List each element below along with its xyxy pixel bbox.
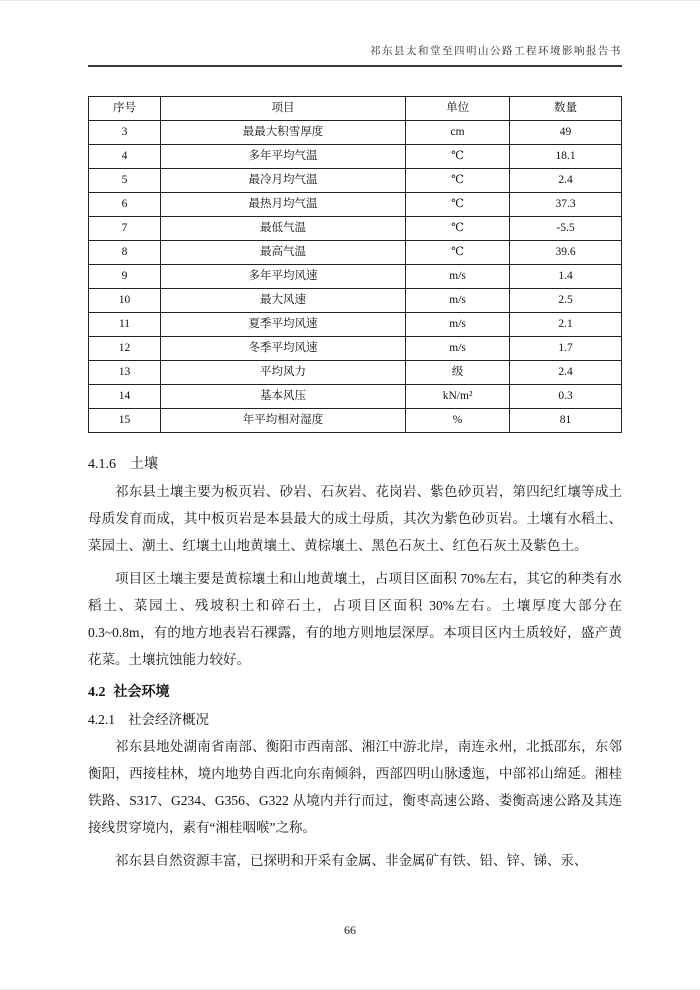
table-cell: kN/m² xyxy=(406,385,510,409)
table-cell: 9 xyxy=(89,265,161,289)
table-cell: cm xyxy=(406,121,510,145)
table-cell: ℃ xyxy=(406,217,510,241)
section-heading-42 xyxy=(88,681,622,701)
table-cell: m/s xyxy=(406,289,510,313)
table-row xyxy=(89,121,622,145)
table-cell: m/s xyxy=(406,337,510,361)
table-cell: m/s xyxy=(406,313,510,337)
table-cell: 最高气温 xyxy=(160,241,405,265)
table-row xyxy=(89,289,622,313)
table-cell: 2.1 xyxy=(510,313,622,337)
table-cell: 最最大积雪厚度 xyxy=(160,121,405,145)
table-cell: m/s xyxy=(406,265,510,289)
table-cell: 级 xyxy=(406,361,510,385)
table-cell: 年平均相对湿度 xyxy=(160,409,405,433)
column-header-qty: 数量 xyxy=(510,97,622,121)
paragraph-soil-2: 项目区土壤主要是黄棕壤土和山地黄壤土，占项目区面积 70%左右，其它的种类有水稻土、菜园土、残坡积土和碎石土，占项目区面积 30%左右。土壤厚度大部分在 0.3~0.8m，有的地方地表岩石裸露，有的地方则地层深厚。本项目区内土质较好，盛产黄花菜。土壤抗蚀能力较好。 xyxy=(88,571,622,667)
table-cell: 5 xyxy=(89,169,161,193)
table-row xyxy=(89,169,622,193)
table-row xyxy=(89,361,622,385)
table-cell: 2.4 xyxy=(510,361,622,385)
table-cell: 13 xyxy=(89,361,161,385)
table-cell: 81 xyxy=(510,409,622,433)
column-header-item: 项目 xyxy=(160,97,405,121)
table-cell: 4 xyxy=(89,145,161,169)
table-cell: 0.3 xyxy=(510,385,622,409)
table-cell: 7 xyxy=(89,217,161,241)
table-cell: 平均风力 xyxy=(160,361,405,385)
table-cell: 最大风速 xyxy=(160,289,405,313)
section-number: 4.2.1 xyxy=(88,712,115,727)
table-cell: 11 xyxy=(89,313,161,337)
section-title: 土壤 xyxy=(130,457,158,472)
table-cell: 39.6 xyxy=(510,241,622,265)
section-title: 社会环境 xyxy=(113,685,170,700)
table-cell: 10 xyxy=(89,289,161,313)
table-header-row xyxy=(89,97,622,121)
table-cell: -5.5 xyxy=(510,217,622,241)
table-cell: ℃ xyxy=(406,241,510,265)
table-cell: % xyxy=(406,409,510,433)
table-cell: 6 xyxy=(89,193,161,217)
table-cell: 1.7 xyxy=(510,337,622,361)
page-number: 66 xyxy=(344,923,356,937)
table-cell: 37.3 xyxy=(510,193,622,217)
table-cell: 14 xyxy=(89,385,161,409)
table-cell: 1.4 xyxy=(510,265,622,289)
table-cell: 18.1 xyxy=(510,145,622,169)
section-heading-416 xyxy=(88,453,622,473)
table-cell: 多年平均气温 xyxy=(160,145,405,169)
table-row xyxy=(89,145,622,169)
paragraph-socioeconomic-1: 祁东县地处湖南省南部、衡阳市西南部、湘江中游北岸，南连永州，北抵邵东，东邻衡阳，西接桂林，境内地势自西北向东南倾斜，西部四明山脉逶迤，中部祁山绵延。湘桂铁路、S317、G234、G356、G322 从境内并行而过，衡枣高速公路、娄衡高速公路及其连接线贯穿境内，素有“湘桂咽喉”之称。 xyxy=(88,739,622,835)
section-number: 4.1.6 xyxy=(88,457,116,472)
table-cell: 12 xyxy=(89,337,161,361)
table-cell: 2.5 xyxy=(510,289,622,313)
section-title: 社会经济概况 xyxy=(128,712,209,727)
table-cell: 49 xyxy=(510,121,622,145)
section-number: 4.2 xyxy=(88,685,106,700)
table-cell: 15 xyxy=(89,409,161,433)
table-cell: ℃ xyxy=(406,193,510,217)
table-row xyxy=(89,217,622,241)
paragraph-socioeconomic-2: 祁东县自然资源丰富，已探明和开采有金属、非金属矿有铁、铅、锌、锑、汞、 xyxy=(115,853,588,868)
climate-data-table xyxy=(88,96,622,433)
table-cell: 8 xyxy=(89,241,161,265)
table-row xyxy=(89,385,622,409)
column-header-unit: 单位 xyxy=(406,97,510,121)
table-row xyxy=(89,241,622,265)
table-cell: 2.4 xyxy=(510,169,622,193)
column-header-no: 序号 xyxy=(89,97,161,121)
climate-table-head xyxy=(89,97,622,121)
table-cell: 基本风压 xyxy=(160,385,405,409)
section-heading-421 xyxy=(88,708,622,728)
table-cell: 最热月均气温 xyxy=(160,193,405,217)
running-header xyxy=(88,43,622,67)
table-row xyxy=(89,265,622,289)
page-content xyxy=(88,1,622,874)
table-row xyxy=(89,409,622,433)
table-row xyxy=(89,313,622,337)
document-title: 祁东县太和堂至四明山公路工程环境影响报告书 xyxy=(370,46,622,57)
table-cell: 夏季平均风速 xyxy=(160,313,405,337)
table-row xyxy=(89,337,622,361)
table-cell: 多年平均风速 xyxy=(160,265,405,289)
table-cell: ℃ xyxy=(406,169,510,193)
paragraph-soil-1: 祁东县土壤主要为板页岩、砂岩、石灰岩、花岗岩、紫色砂页岩，第四纪红壤等成土母质发育而成，其中板页岩是本县最大的成土母质，其次为紫色砂页岩。土壤有水稻土、菜园土、潮土、红壤土山地黄壤土、黄棕壤土、黑色石灰土、红色石灰土及紫色土。 xyxy=(88,484,622,553)
table-row xyxy=(89,193,622,217)
table-cell: 3 xyxy=(89,121,161,145)
climate-table-body xyxy=(89,121,622,433)
table-cell: 最冷月均气温 xyxy=(160,169,405,193)
table-cell: 冬季平均风速 xyxy=(160,337,405,361)
table-cell: ℃ xyxy=(406,145,510,169)
table-cell: 最低气温 xyxy=(160,217,405,241)
